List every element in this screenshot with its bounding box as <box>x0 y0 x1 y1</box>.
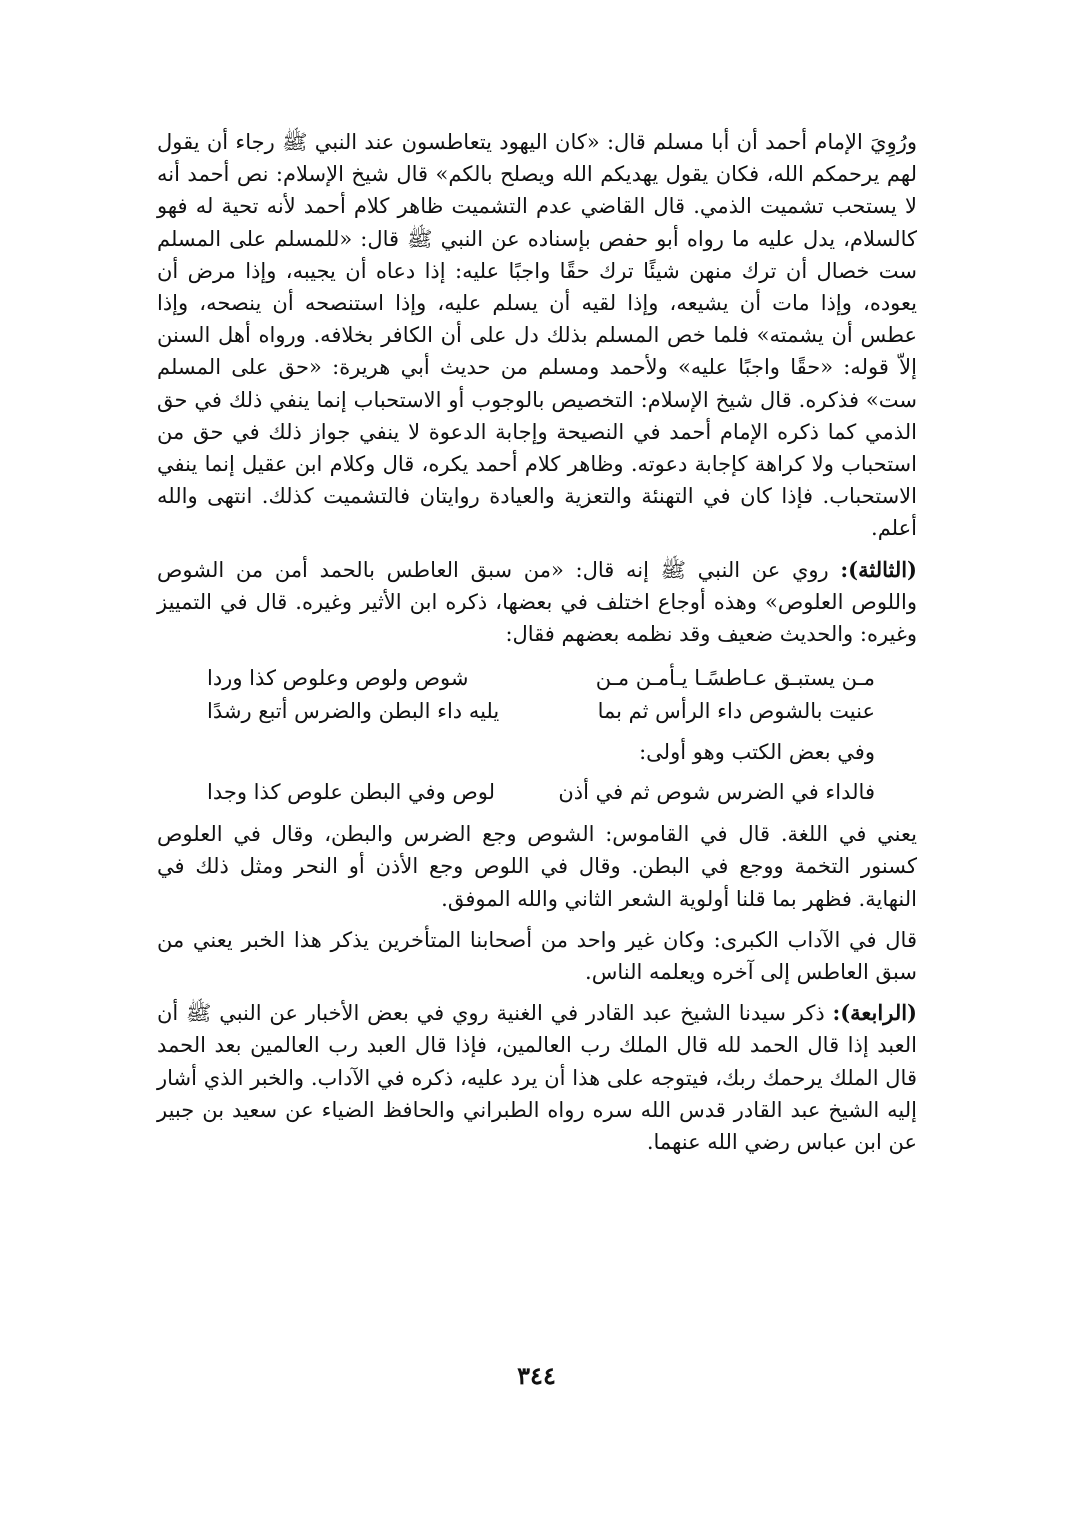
paragraph-tashmit-dhimmi: ورُوِيَ الإمام أحمد أن أبا مسلم قال: «كان اليهود يتعاطسون عند النبي ﷺ رجاء أن يقول لهم يرحمكم الله، فكان يقول يهديكم الله ويصلح بالكم» قال شيخ الإسلام: نص أحمد أنه لا يستحب تشميت الذمي. قال القاضي عدم التشميت ظاهر كلام أحمد لأنه تحية له فهو كالسلام، يدل عليه ما رواه أبو حفص بإسناده عن النبي ﷺ قال: «للمسلم على المسلم ست خصال أن ترك منهن شيئًا ترك حقًا واجبًا عليه: إذا دعاه أن يجيبه، وإذا مرض أن يعوده، وإذا مات أن يشيعه، وإذا لقيه أن يسلم عليه، وإذا استنصحه أن ينصحه، وإذا عطس أن يشمته» فلما خص المسلم بذلك دل على أن الكافر بخلافه. ورواه أهل السنن إلاّ قوله: «حقًا واجبًا عليه» ولأحمد ومسلم من حديث أبي هريرة: «حق على المسلم ست» فذكره. قال شيخ الإسلام: التخصيص بالوجوب أو الاستحباب إنما ينفي ذلك في حق الذمي كما ذكره الإمام أحمد في النصيحة وإجابة الدعوة لا ينفي جواز ذلك في حق من استحباب ولا كراهة كإجابة دعوته. وظاهر كلام أحمد يكره، قال وكلام ابن عقيل إنما ينفي الاستحباب. فإذا كان في التهنئة والتعزية والعيادة روايتان فالتشميت كذلك. انتهى والله أعلم. <box>157 130 917 541</box>
poem-verse <box>207 776 875 809</box>
section-label-fourth: (الرابعة): <box>832 1000 917 1026</box>
verse-first-hemistich: مـن يستبـق عـاطسًـا يـأمـن مـن <box>595 666 875 691</box>
poem-verse <box>207 662 875 695</box>
verse-second-hemistich: لوص وفي البطن علوص كذا وجدا <box>207 780 496 805</box>
page-number: ٣٤٤ <box>517 1361 556 1390</box>
paragraph-lexical-note: يعني في اللغة. قال في القاموس: الشوص وجع الضرس والبطن، وقال في العلوص كسنور التخمة ووجع في البطن. وقال في اللوص وجع الأذن أو النحر ومثل ذلك في النهاية. فظهر بما قلنا أولوية الشعر الثاني والله الموفق. <box>157 822 917 911</box>
section-label-third: (الثالثة): <box>840 556 917 582</box>
verse-first-hemistich: فالداء في الضرس شوص ثم في أذن <box>558 780 875 805</box>
poem-block-first <box>157 662 917 728</box>
paragraph-adab-kubra: قال في الآداب الكبرى: وكان غير واحد من أصحابنا المتأخرين يذكر هذا الخبر يعني من سبق العاطس إلى آخره ويعلمه الناس. <box>157 927 917 985</box>
paragraph-third-point <box>157 554 917 651</box>
verse-second-hemistich: شوص ولوص وعلوص كذا وردا <box>207 666 469 691</box>
poem-block-second <box>157 776 917 809</box>
verse-second-hemistich: يليه داء البطن والضرس أتبع رشدًا <box>207 699 500 724</box>
paragraph-fourth-text: ذكر سيدنا الشيخ عبد القادر في الغنية روي في بعض الأخبار عن النبي ﷺ أن العبد إذا قال الحمد لله قال الملك رب العالمين، فإذا قال العبد رب العالمين بعد الحمد قال الملك يرحمك ربك، فيتوجه على هذا أن يرد عليه، ذكره في الآداب. والخبر الذي أشار إليه الشيخ عبد القادر قدس الله سره رواه الطبراني والحافظ الضياء عن سعيد بن جبير عن ابن عباس رضي الله عنهما. <box>157 1001 917 1155</box>
paragraph-third-text: روي عن النبي ﷺ إنه قال: «من سبق العاطس بالحمد أمن من الشوص واللوص العلوص» وهذه أوجاع اختلف في بعضها، ذكره ابن الأثير وغيره. قال في التمييز وغيره: والحديث ضعيف وقد نظمه بعضهم فقال: <box>157 557 917 647</box>
paragraph-fourth-point <box>157 997 917 1158</box>
page-body <box>157 126 917 1158</box>
poem-intro-line: وفي بعض الكتب وهو أولى: <box>639 740 875 765</box>
poem-verse <box>207 695 875 728</box>
verse-first-hemistich: عنيت بالشوص داء الرأس ثم بما <box>597 699 875 724</box>
